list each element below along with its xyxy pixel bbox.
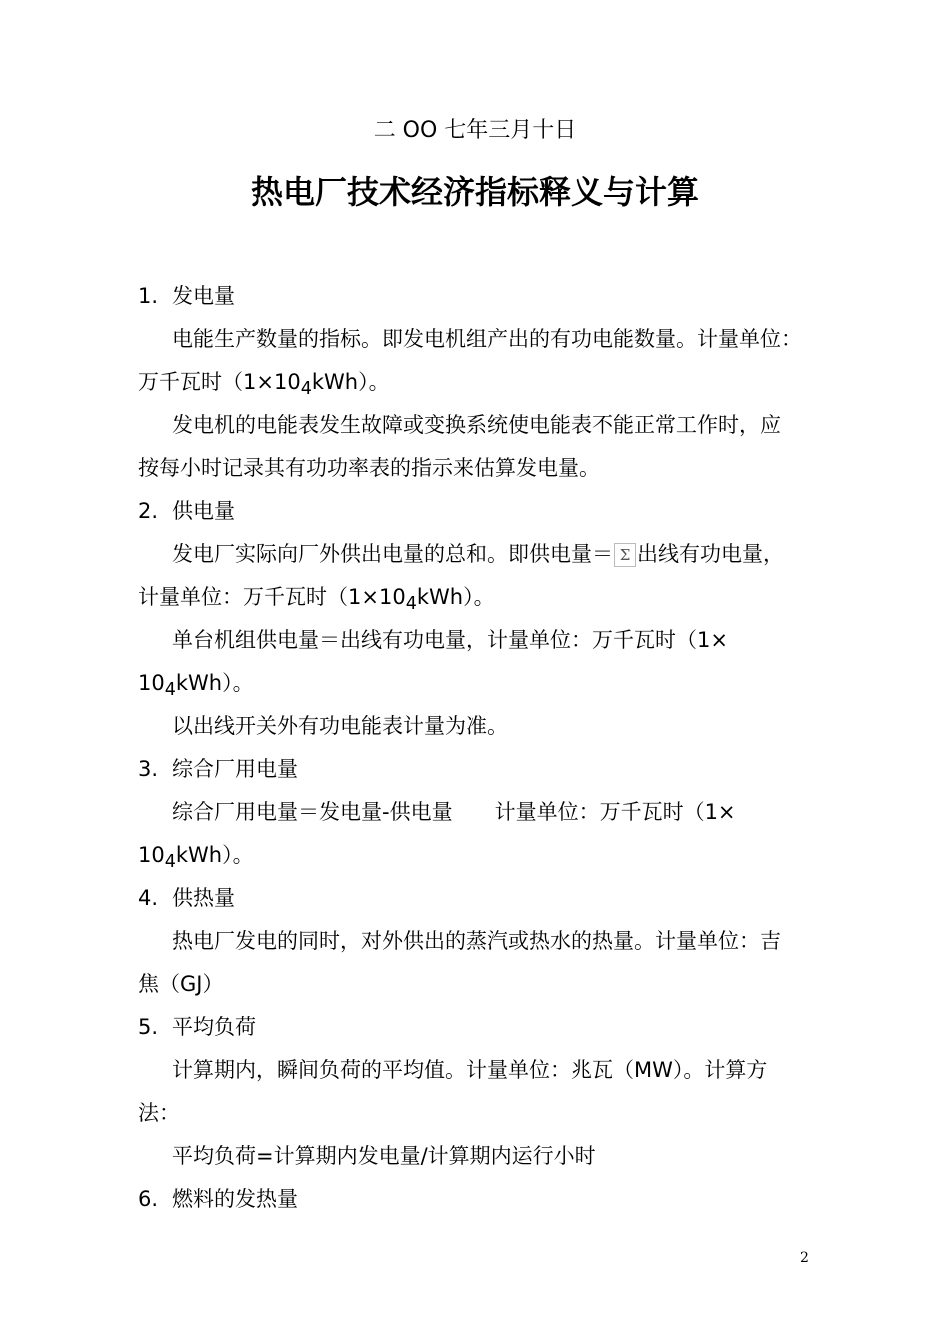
paragraph-line xyxy=(138,576,818,619)
section-heading-6 xyxy=(138,1178,818,1221)
document-title: 热电厂技术经济指标释义与计算 xyxy=(250,173,699,211)
section-heading-text: 燃料的发热量 xyxy=(172,1187,298,1211)
paragraph-line: 法： xyxy=(138,1101,180,1125)
text-fragment: kWh）。 xyxy=(416,585,495,609)
paragraph-line xyxy=(138,834,818,877)
paragraph-line: 按每小时记录其有功功率表的指示来估算发电量。 xyxy=(138,456,600,480)
subscript: 4 xyxy=(405,594,417,615)
section-heading-text: 供热量 xyxy=(172,886,235,910)
section-number: 1. xyxy=(138,284,159,308)
paragraph-line xyxy=(138,662,818,705)
section-heading-3 xyxy=(138,748,818,791)
text-fragment: 计量单位：万千瓦时（1×10 xyxy=(138,585,406,609)
paragraph-line xyxy=(138,533,818,576)
subscript: 4 xyxy=(164,852,176,873)
section-heading-text: 综合厂用电量 xyxy=(172,757,298,781)
paragraph-line: 焦（GJ） xyxy=(138,972,224,996)
paragraph-line: 单台机组供电量＝出线有功电量，计量单位：万千瓦时（1× xyxy=(172,628,728,652)
subscript: 4 xyxy=(300,379,312,400)
paragraph-line xyxy=(138,361,818,404)
paragraph-line: 以出线开关外有功电能表计量为准。 xyxy=(172,714,508,738)
text-fragment: kWh）。 xyxy=(175,671,254,695)
section-number: 4. xyxy=(138,886,159,910)
paragraph-line: 电能生产数量的指标。即发电机组产出的有功电能数量。计量单位： xyxy=(172,327,802,351)
text-fragment: 万千瓦时（1×10 xyxy=(138,370,301,394)
subscript: 4 xyxy=(164,680,176,701)
section-number: 2. xyxy=(138,499,159,523)
document-body xyxy=(138,275,818,1221)
section-heading-5 xyxy=(138,1006,818,1049)
section-heading-1 xyxy=(138,275,818,318)
section-heading-text: 发电量 xyxy=(172,284,235,308)
text-fragment: 10 xyxy=(138,843,165,867)
text-fragment: kWh）。 xyxy=(175,843,254,867)
section-heading-text: 平均负荷 xyxy=(172,1015,256,1039)
section-number: 3. xyxy=(138,757,159,781)
section-number: 5. xyxy=(138,1015,159,1039)
text-fragment: 10 xyxy=(138,671,165,695)
section-heading-2 xyxy=(138,490,818,533)
paragraph-line: 热电厂发电的同时，对外供出的蒸汽或热水的热量。计量单位：吉 xyxy=(172,929,781,953)
section-number: 6. xyxy=(138,1187,159,1211)
text-fragment: 出线有功电量， xyxy=(637,542,784,566)
page-number: 2 xyxy=(800,1250,809,1266)
paragraph-line: 平均负荷=计算期内发电量/计算期内运行小时 xyxy=(172,1144,596,1168)
paragraph-line: 计算期内，瞬间负荷的平均值。计量单位：兆瓦（MW）。计算方 xyxy=(172,1058,768,1082)
section-heading-4 xyxy=(138,877,818,920)
text-fragment: kWh）。 xyxy=(311,370,390,394)
section-heading-text: 供电量 xyxy=(172,499,235,523)
sigma-formula-icon: Σ xyxy=(614,543,636,567)
text-fragment: 发电厂实际向厂外供出电量的总和。即供电量＝ xyxy=(172,542,613,566)
paragraph-line: 发电机的电能表发生故障或变换系统使电能表不能正常工作时，应 xyxy=(172,413,781,437)
document-date: 二 OO 七年三月十日 xyxy=(373,118,577,143)
paragraph-line: 综合厂用电量＝发电量-供电量 计量单位：万千瓦时（1× xyxy=(172,800,736,824)
